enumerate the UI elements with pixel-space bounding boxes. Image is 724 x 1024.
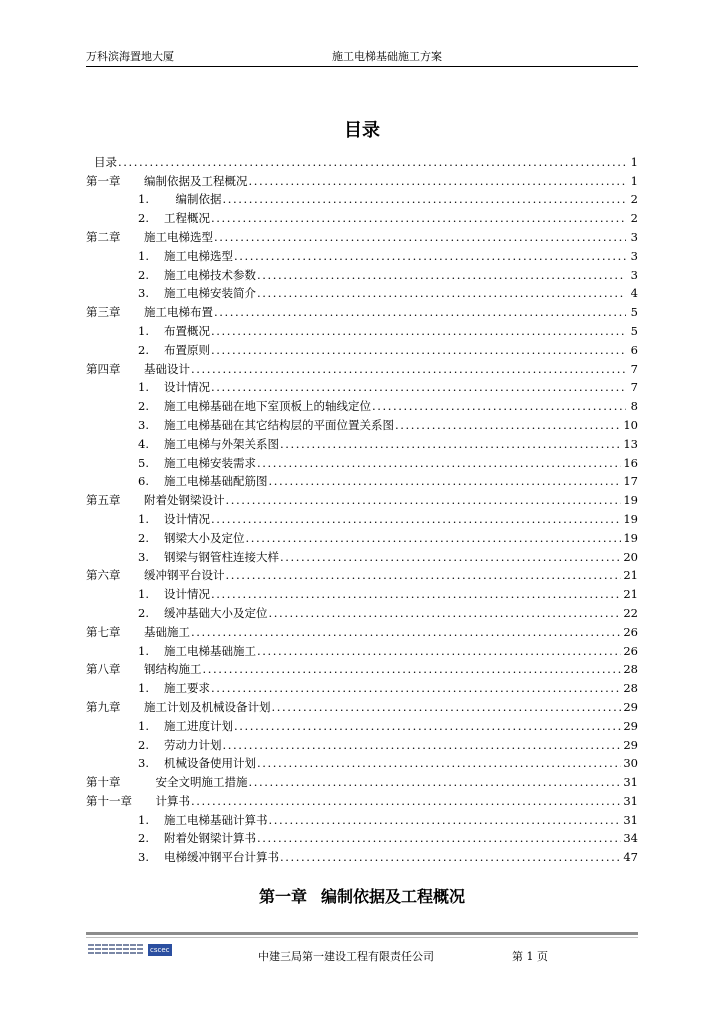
toc-entry-page: 28 — [623, 662, 638, 677]
toc-entry[interactable] — [86, 150, 638, 169]
footer-page-number: 第 1 页 — [512, 950, 548, 963]
toc-entry-label: 计算书 — [144, 793, 190, 808]
toc-entry-label: 施工计划及机械设备计划 — [144, 699, 271, 714]
toc-entry[interactable] — [86, 789, 638, 808]
toc-dot-leader — [395, 418, 621, 432]
toc-entry-label: 钢结构施工 — [144, 662, 202, 677]
toc-dot-leader — [191, 794, 621, 808]
toc-entry-number: 6. — [138, 474, 149, 489]
toc-entry-number: 3. — [138, 756, 149, 771]
toc-dot-leader — [211, 324, 626, 338]
chapter-heading-title: 编制依据及工程概况 — [321, 887, 466, 906]
toc-entry[interactable] — [86, 620, 638, 639]
toc-entry-label: 施工电梯基础在其它结构层的平面位置关系图 — [164, 417, 394, 432]
toc-entry-number: 1. — [138, 248, 149, 263]
toc-entry-number: 1. — [138, 323, 149, 338]
toc-dot-leader — [211, 211, 626, 225]
toc-entry-number: 2. — [138, 737, 149, 752]
toc-entry-label: 劳动力计划 — [164, 737, 222, 752]
toc-entry-label: 施工电梯选型 — [164, 248, 233, 263]
toc-dot-leader — [211, 512, 621, 526]
toc-entry-heading — [86, 644, 256, 658]
toc-entry-label: 编制依据及工程概况 — [144, 173, 248, 188]
toc-entry-label: 施工电梯基础施工 — [164, 643, 256, 658]
toc-entry-number: 5. — [138, 455, 149, 470]
footer-divider — [86, 932, 638, 935]
toc-dot-leader — [234, 719, 621, 733]
toc-entry-number: 1. — [138, 192, 149, 207]
toc-entry-label: 设计情况 — [164, 511, 210, 526]
toc-entry[interactable] — [86, 827, 638, 846]
toc-entry-label: 设计情况 — [164, 587, 210, 602]
toc-entry-label: 施工电梯安装简介 — [164, 286, 256, 301]
toc-entry-label: 附着处钢梁计算书 — [164, 831, 256, 846]
toc-entry-heading — [86, 174, 248, 188]
toc-entry-heading — [86, 211, 210, 225]
toc-entry-page: 8 — [630, 399, 638, 414]
toc-entry-heading — [86, 662, 202, 676]
toc-entry-heading — [86, 380, 210, 394]
toc-dot-leader — [249, 174, 627, 188]
toc-entry-page: 5 — [630, 305, 638, 320]
toc-dot-leader — [223, 192, 627, 206]
toc-entry-page: 47 — [623, 850, 638, 865]
toc-entry-number: 第四章 — [86, 361, 121, 376]
toc-dot-leader — [191, 362, 626, 376]
toc-entry[interactable] — [86, 808, 638, 827]
toc-entry-label: 附着处钢梁设计 — [144, 493, 225, 508]
toc-entry-label: 基础施工 — [144, 624, 190, 639]
toc-entry[interactable] — [86, 319, 638, 338]
toc-entry-label: 设计情况 — [164, 380, 210, 395]
toc-entry[interactable] — [86, 169, 638, 188]
toc-dot-leader — [372, 399, 626, 413]
toc-entry-heading — [86, 286, 256, 300]
toc-dot-leader — [257, 286, 626, 300]
footer-company-name: 中建三局第一建设工程有限责任公司 — [258, 950, 434, 963]
toc-entry-page: 19 — [623, 511, 638, 526]
toc-entry-heading — [86, 700, 271, 714]
toc-entry-heading — [86, 550, 279, 564]
toc-entry-page: 21 — [623, 587, 638, 602]
toc-entry-heading — [86, 738, 222, 752]
toc-entry-label: 施工电梯基础配筋图 — [164, 474, 268, 489]
toc-entry-heading — [86, 418, 394, 432]
toc-entry[interactable] — [86, 526, 638, 545]
toc-entry-label: 施工进度计划 — [164, 718, 233, 733]
toc-dot-leader — [269, 813, 622, 827]
toc-dot-leader — [257, 268, 626, 282]
toc-entry-page: 1 — [630, 154, 638, 169]
toc-entry[interactable] — [86, 658, 638, 677]
toc-dot-leader — [211, 380, 626, 394]
toc-dot-leader — [280, 550, 621, 564]
toc-dot-leader — [214, 230, 626, 244]
toc-entry-label: 缓冲基础大小及定位 — [164, 605, 268, 620]
toc-entry-number: 2. — [138, 342, 149, 357]
toc-entry[interactable] — [86, 695, 638, 714]
toc-entry-number: 3. — [138, 286, 149, 301]
toc-dot-leader — [257, 756, 621, 770]
toc-entry[interactable] — [86, 188, 638, 207]
toc-dot-leader — [257, 831, 621, 845]
footer-divider-thin — [86, 937, 638, 938]
toc-entry-page: 10 — [623, 417, 638, 432]
toc-entry-label: 电梯缓冲钢平台计算书 — [164, 850, 279, 865]
toc-entry-heading — [86, 305, 213, 319]
toc-entry-page: 29 — [623, 699, 638, 714]
toc-entry[interactable] — [86, 338, 638, 357]
toc-entry-number: 2. — [138, 211, 149, 226]
toc-entry[interactable] — [86, 770, 638, 789]
toc-entry-heading — [86, 268, 256, 282]
toc-dot-leader — [226, 568, 622, 582]
toc-entry-number: 第一章 — [86, 173, 121, 188]
logo-badge: cscec — [150, 946, 170, 954]
toc-entry[interactable] — [86, 601, 638, 620]
toc-entry-number: 第十章 — [86, 775, 121, 790]
toc-entry-label: 机械设备使用计划 — [164, 756, 256, 771]
toc-entry-number: 第七章 — [86, 624, 121, 639]
toc-entry[interactable] — [86, 432, 638, 451]
toc-entry-number: 2. — [138, 267, 149, 282]
toc-entry-page: 4 — [630, 286, 638, 301]
toc-entry-heading — [86, 775, 248, 789]
toc-entry[interactable] — [86, 263, 638, 282]
toc-entry-number: 3. — [138, 549, 149, 564]
toc-entry-number: 1. — [138, 812, 149, 827]
toc-entry[interactable] — [86, 300, 638, 319]
toc-entry[interactable] — [86, 582, 638, 601]
toc-entry-heading — [86, 474, 268, 488]
toc-entry-page: 26 — [623, 643, 638, 658]
toc-entry-page: 29 — [623, 718, 638, 733]
toc-entry-heading — [86, 249, 233, 263]
toc-entry-number: 1. — [138, 643, 149, 658]
toc-dot-leader — [280, 437, 621, 451]
toc-entry-heading — [86, 437, 279, 451]
toc-title: 目录 — [344, 120, 380, 141]
toc-entry[interactable] — [86, 564, 638, 583]
toc-entry-label: 缓冲钢平台设计 — [144, 568, 225, 583]
toc-entry[interactable] — [86, 413, 638, 432]
header-document-title: 施工电梯基础施工方案 — [332, 50, 442, 63]
toc-entry-page: 1 — [630, 173, 638, 188]
toc-entry-label: 安全文明施工措施 — [144, 775, 248, 790]
toc-entry-number: 第九章 — [86, 699, 121, 714]
toc-entry-number: 2. — [138, 831, 149, 846]
toc-entry-heading — [86, 230, 213, 244]
toc-entry-page: 22 — [623, 605, 638, 620]
toc-entry-heading — [86, 587, 210, 601]
toc-entry-label: 施工电梯安装需求 — [164, 455, 256, 470]
toc-entry[interactable] — [86, 639, 638, 658]
toc-entry[interactable] — [86, 282, 638, 301]
toc-entry-number: 1. — [138, 380, 149, 395]
toc-dot-leader — [214, 305, 626, 319]
toc-entry[interactable] — [86, 714, 638, 733]
table-of-contents — [86, 150, 638, 864]
toc-entry[interactable] — [86, 244, 638, 263]
toc-entry-page: 29 — [623, 737, 638, 752]
toc-entry-heading — [86, 493, 225, 507]
toc-entry-label: 工程概况 — [164, 211, 210, 226]
toc-dot-leader — [280, 850, 621, 864]
chapter-heading-number: 第一章 — [258, 887, 307, 906]
toc-entry-page: 31 — [623, 812, 638, 827]
toc-entry-number: 第十一章 — [86, 793, 132, 808]
toc-entry-label: 施工电梯基础计算书 — [164, 812, 268, 827]
toc-entry[interactable] — [86, 676, 638, 695]
toc-entry[interactable] — [86, 752, 638, 771]
toc-entry-page: 3 — [630, 248, 638, 263]
toc-entry-heading — [86, 681, 210, 695]
toc-entry-page: 28 — [623, 681, 638, 696]
toc-entry-number: 3. — [138, 850, 149, 865]
toc-entry-label: 基础设计 — [144, 361, 190, 376]
toc-entry-heading — [86, 343, 210, 357]
toc-entry-page: 34 — [623, 831, 638, 846]
toc-entry-heading — [86, 192, 222, 206]
toc-entry[interactable] — [86, 451, 638, 470]
toc-dot-leader — [249, 775, 622, 789]
toc-entry-number: 1. — [138, 718, 149, 733]
toc-entry-number: 4. — [138, 436, 149, 451]
toc-dot-leader — [211, 587, 621, 601]
toc-entry-number: 第三章 — [86, 305, 121, 320]
toc-entry-heading — [86, 606, 268, 620]
toc-entry-heading — [86, 568, 225, 582]
toc-entry-page: 7 — [630, 361, 638, 376]
toc-entry[interactable] — [86, 376, 638, 395]
toc-entry-label: 施工电梯布置 — [144, 305, 213, 320]
toc-entry-label: 施工电梯基础在地下室顶板上的轴线定位 — [164, 399, 371, 414]
toc-entry[interactable] — [86, 357, 638, 376]
toc-entry[interactable] — [86, 733, 638, 752]
toc-entry[interactable] — [86, 545, 638, 564]
toc-entry[interactable] — [86, 225, 638, 244]
toc-entry-page: 30 — [623, 756, 638, 771]
toc-entry[interactable] — [86, 845, 638, 864]
toc-dot-leader — [118, 155, 626, 169]
toc-entry-heading — [86, 756, 256, 770]
toc-entry-number: 1. — [138, 681, 149, 696]
toc-dot-leader — [191, 625, 621, 639]
toc-entry-page: 26 — [623, 624, 638, 639]
toc-entry-heading — [86, 456, 256, 470]
toc-entry-page: 2 — [630, 211, 638, 226]
logo-bars-icon — [88, 944, 143, 956]
toc-entry-page: 31 — [623, 793, 638, 808]
toc-entry-page: 3 — [630, 267, 638, 282]
toc-entry-label: 施工电梯与外架关系图 — [164, 436, 279, 451]
toc-dot-leader — [234, 249, 626, 263]
toc-dot-leader — [223, 738, 622, 752]
toc-entry[interactable] — [86, 206, 638, 225]
toc-dot-leader — [269, 606, 622, 620]
toc-entry-page: 13 — [623, 436, 638, 451]
toc-entry-heading — [86, 831, 256, 845]
toc-entry-label: 施工要求 — [164, 681, 210, 696]
toc-dot-leader — [203, 662, 622, 676]
toc-entry-page: 19 — [623, 530, 638, 545]
toc-entry-heading — [86, 324, 210, 338]
header-project-name: 万科滨海置地大厦 — [86, 50, 174, 63]
toc-dot-leader — [226, 493, 622, 507]
toc-entry-number: 第二章 — [86, 229, 121, 244]
toc-entry-number: 1. — [138, 587, 149, 602]
header-divider — [86, 66, 638, 67]
toc-dot-leader — [211, 681, 621, 695]
toc-entry-label: 布置原则 — [164, 342, 210, 357]
toc-entry-number: 第五章 — [86, 493, 121, 508]
toc-entry-heading — [86, 850, 279, 864]
toc-entry-page: 16 — [623, 455, 638, 470]
toc-dot-leader — [211, 343, 626, 357]
toc-entry-number: 3. — [138, 417, 149, 432]
toc-dot-leader — [269, 474, 622, 488]
toc-entry[interactable] — [86, 507, 638, 526]
toc-entry-heading — [86, 362, 190, 376]
company-logo — [88, 944, 172, 956]
toc-dot-leader — [257, 644, 621, 658]
toc-entry-heading — [86, 512, 210, 526]
toc-entry-page: 6 — [630, 342, 638, 357]
toc-dot-leader — [257, 456, 621, 470]
toc-entry-label: 钢梁大小及定位 — [164, 530, 245, 545]
toc-entry-number: 2. — [138, 530, 149, 545]
toc-entry-label: 编制依据 — [164, 192, 222, 207]
toc-entry-page: 7 — [630, 380, 638, 395]
toc-entry[interactable] — [86, 470, 638, 489]
toc-entry-heading — [86, 794, 190, 808]
toc-entry-heading — [86, 719, 233, 733]
toc-dot-leader — [272, 700, 622, 714]
toc-entry-page: 19 — [623, 493, 638, 508]
toc-entry-page: 31 — [623, 775, 638, 790]
toc-entry-heading — [86, 813, 268, 827]
toc-entry-heading — [86, 155, 117, 169]
toc-entry-page: 5 — [630, 323, 638, 338]
toc-entry-number: 1. — [138, 511, 149, 526]
toc-entry-label: 布置概况 — [164, 323, 210, 338]
toc-entry-label: 施工电梯技术参数 — [164, 267, 256, 282]
toc-entry-number: 2. — [138, 399, 149, 414]
page-header — [86, 48, 638, 68]
toc-entry[interactable] — [86, 394, 638, 413]
toc-entry-number: 2. — [138, 605, 149, 620]
toc-entry-label: 施工电梯选型 — [144, 229, 213, 244]
toc-entry-heading — [86, 399, 371, 413]
toc-dot-leader — [246, 531, 622, 545]
toc-entry-label: 目录 — [94, 154, 117, 169]
toc-entry-page: 20 — [623, 549, 638, 564]
toc-entry-heading — [86, 625, 190, 639]
toc-entry[interactable] — [86, 488, 638, 507]
toc-entry-page: 21 — [623, 568, 638, 583]
toc-entry-page: 17 — [623, 474, 638, 489]
chapter-heading — [0, 884, 724, 907]
toc-entry-label: 钢梁与钢管柱连接大样 — [164, 549, 279, 564]
toc-entry-heading — [86, 531, 245, 545]
toc-entry-page: 2 — [630, 192, 638, 207]
toc-entry-number: 第六章 — [86, 568, 121, 583]
toc-entry-page: 3 — [630, 229, 638, 244]
toc-entry-number: 第八章 — [86, 662, 121, 677]
